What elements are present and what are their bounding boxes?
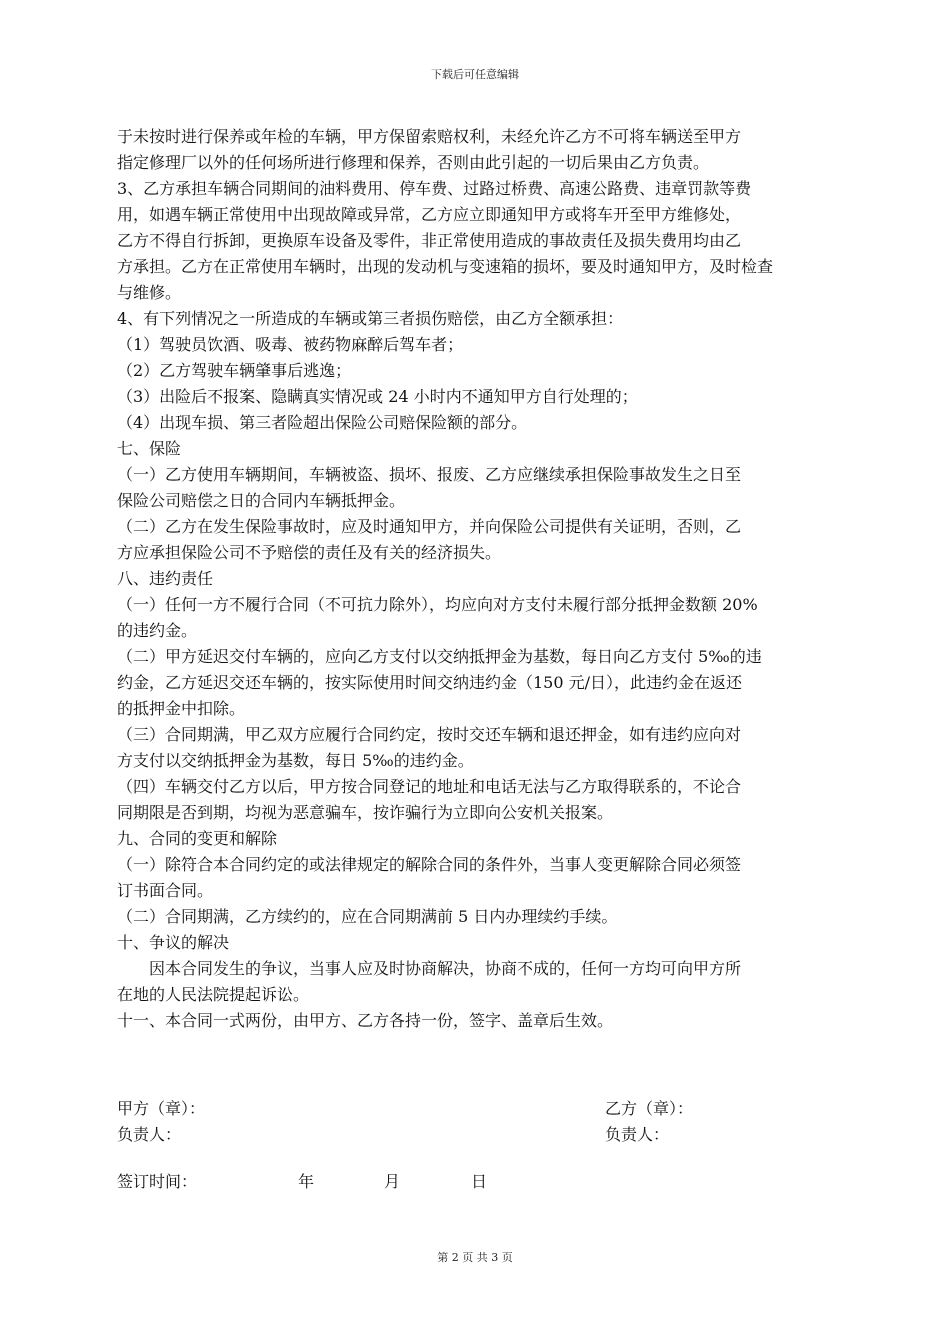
signing-month-label: 月 <box>384 1172 401 1191</box>
contract-text-line: 方应承担保险公司不予赔偿的责任及有关的经济损失。 <box>117 543 502 562</box>
party-a-seal-label: 甲方（章）： <box>117 1099 206 1118</box>
contract-text-line: 与维修。 <box>117 283 182 302</box>
contract-text-line: （四）车辆交付乙方以后，甲方按合同登记的地址和电话无法与乙方取得联系的，不论合 <box>117 777 742 796</box>
contract-text-line: （1）驾驶员饮酒、吸毒、被药物麻醉后驾车者； <box>117 335 464 354</box>
signing-day-label: 日 <box>471 1172 488 1191</box>
contract-text-line: （4）出现车损、第三者险超出保险公司赔保险额的部分。 <box>117 413 528 432</box>
party-a-person-label: 负责人： <box>117 1125 182 1144</box>
contract-text-line: 在地的人民法院提起诉讼。 <box>117 985 310 1004</box>
contract-text-line: 于未按时进行保养或年检的车辆，甲方保留索赔权利，未经允许乙方不可将车辆送至甲方 <box>117 127 742 146</box>
contract-text-line: （一）除符合本合同约定的或法律规定的解除合同的条件外，当事人变更解除合同必须签 <box>117 855 742 874</box>
contract-text-line: 指定修理厂以外的任何场所进行修理和保养，否则由此引起的一切后果由乙方负责。 <box>117 153 710 172</box>
contract-text-line: 因本合同发生的争议，当事人应及时协商解决，协商不成的，任何一方均可向甲方所 <box>117 959 742 978</box>
contract-text-line: 3、乙方承担车辆合同期间的油料费用、停车费、过路过桥费、高速公路费、违章罚款等费 <box>117 179 752 198</box>
contract-text-line: 乙方不得自行拆卸，更换原车设备及零件，非正常使用造成的事故责任及损失费用均由乙 <box>117 231 742 250</box>
contract-text-line: 4、有下列情况之一所造成的车辆或第三者损伤赔偿，由乙方全额承担： <box>117 309 624 328</box>
party-b-person-label: 负责人： <box>605 1125 670 1144</box>
contract-text-line: 七、保险 <box>117 439 182 458</box>
contract-text-line: （一）任何一方不履行合同（不可抗力除外），均应向对方支付未履行部分抵押金数额 20% <box>117 595 758 614</box>
contract-text-line: 十、争议的解决 <box>117 933 230 952</box>
contract-text-line: 的违约金。 <box>117 621 198 640</box>
contract-text-line: （二）乙方在发生保险事故时，应及时通知甲方，并向保险公司提供有关证明，否则，乙 <box>117 517 742 536</box>
contract-text-line: 用，如遇车辆正常使用中出现故障或异常，乙方应立即通知甲方或将车开至甲方维修处， <box>117 205 742 224</box>
contract-text-line: 十一、本合同一式两份，由甲方、乙方各持一份，签字、盖章后生效。 <box>117 1011 614 1030</box>
contract-text-line: （一）乙方使用车辆期间，车辆被盗、损坏、报废、乙方应继续承担保险事故发生之日至 <box>117 465 742 484</box>
signing-date-label: 签订时间： <box>117 1172 198 1191</box>
contract-text-line: 的抵押金中扣除。 <box>117 699 246 718</box>
signing-year-label: 年 <box>298 1172 315 1191</box>
contract-text-line: 方承担。乙方在正常使用车辆时，出现的发动机与变速箱的损坏，要及时通知甲方，及时检查 <box>117 257 774 276</box>
contract-text-line: 约金，乙方延迟交还车辆的，按实际使用时间交纳违约金（150 元/日），此违约金在返还 <box>117 673 743 692</box>
contract-text-line: 九、合同的变更和解除 <box>117 829 278 848</box>
contract-text-line: （二）合同期满，乙方续约的，应在合同期满前 5 日内办理续约手续。 <box>117 907 618 926</box>
contract-text-line: （二）甲方延迟交付车辆的，应向乙方支付以交纳抵押金为基数，每日向乙方支付 5‰的违 <box>117 647 762 666</box>
contract-text-line: 订书面合同。 <box>117 881 214 900</box>
party-b-seal-label: 乙方（章）： <box>605 1099 694 1118</box>
contract-text-line: 八、违约责任 <box>117 569 214 588</box>
contract-text-line: 方支付以交纳抵押金为基数，每日 5‰的违约金。 <box>117 751 474 770</box>
contract-text-line: 同期限是否到期，均视为恶意骗车，按诈骗行为立即向公安机关报案。 <box>117 803 614 822</box>
page-header: 下载后可任意编辑 <box>431 68 519 81</box>
contract-text-line: （2）乙方驾驶车辆肇事后逃逸； <box>117 361 352 380</box>
page-number: 第 2 页 共 3 页 <box>437 1251 513 1264</box>
contract-body <box>117 124 865 1034</box>
contract-text-line: （3）出险后不报案、隐瞒真实情况或 24 小时内不通知甲方自行处理的； <box>117 387 638 406</box>
contract-text-line: （三）合同期满，甲乙双方应履行合同约定，按时交还车辆和退还押金，如有违约应向对 <box>117 725 742 744</box>
contract-text-line: 保险公司赔偿之日的合同内车辆抵押金。 <box>117 491 406 510</box>
